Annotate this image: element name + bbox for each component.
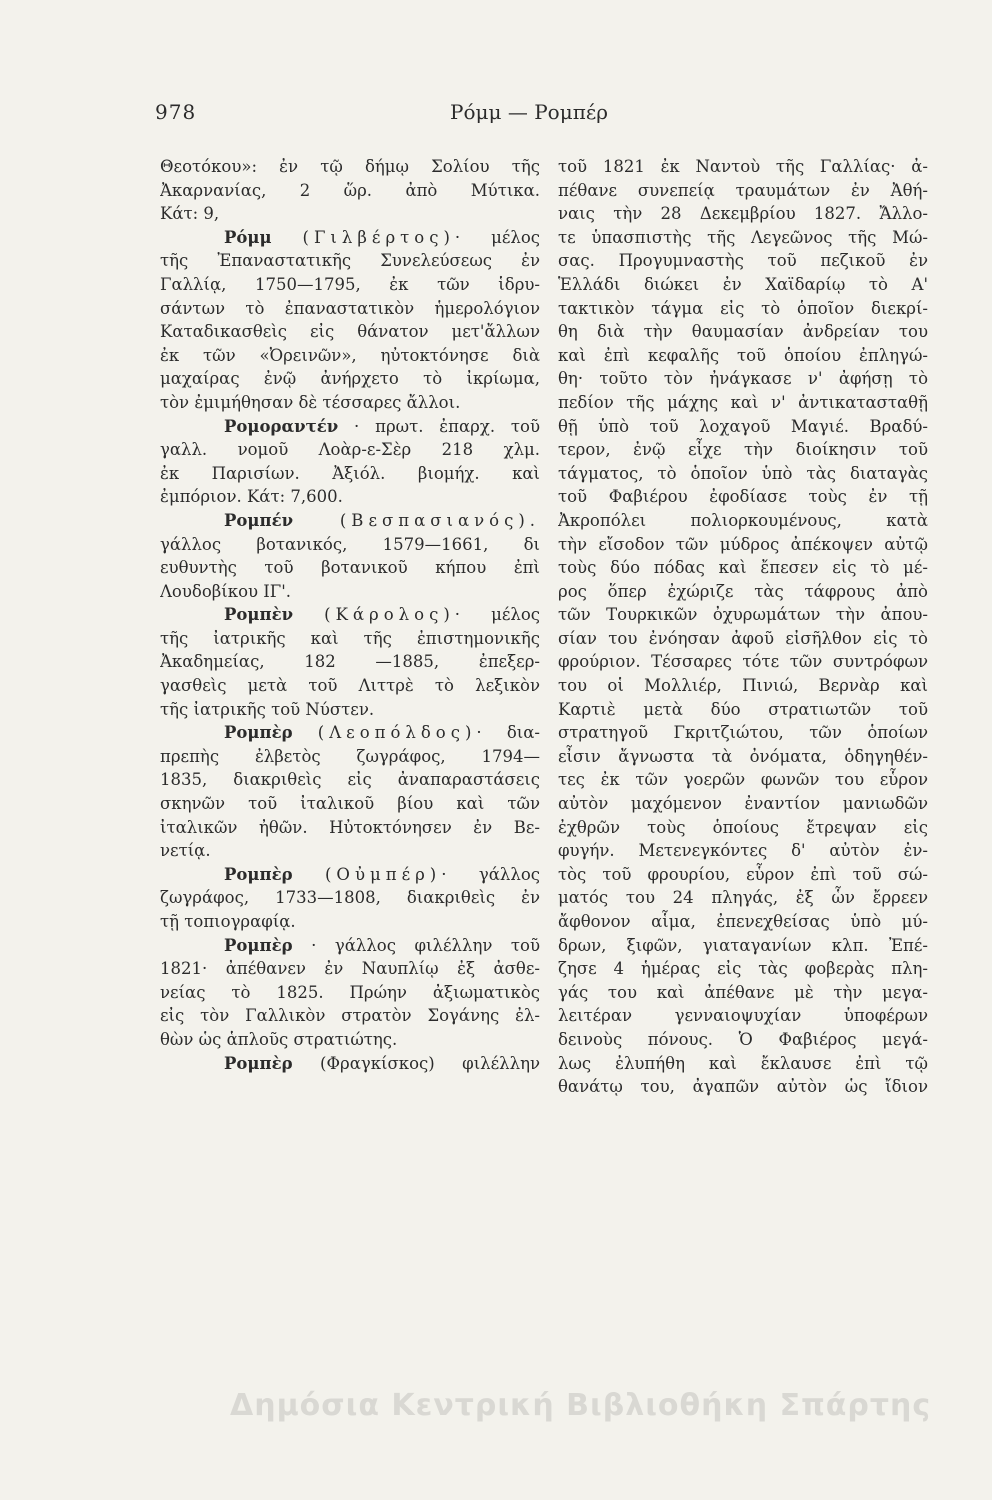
line-text: εἶσιν ἄγνωστα τὰ ὀνόματα, ὁδηγηθέν- <box>558 746 928 766</box>
text-line <box>160 155 540 179</box>
text-line <box>160 1004 540 1028</box>
line-text: λως ἐλυπήθη καὶ ἔκλαυσε ἐπὶ τῷ <box>558 1053 928 1073</box>
line-text: γασθεὶς μετὰ τοῦ Λιττρὲ τὸ λεξικὸν <box>160 676 540 696</box>
text-line <box>160 768 540 792</box>
text-line <box>160 1028 540 1052</box>
text-line <box>160 226 540 250</box>
line-text: νετίᾳ. <box>160 841 211 861</box>
text-line <box>558 580 928 604</box>
line-text: εἰς τὸν Γαλλικὸν στρατὸν Σογάνης ἐλ- <box>160 1006 540 1026</box>
text-line <box>558 745 928 769</box>
text-line <box>558 367 928 391</box>
text-line <box>160 816 540 840</box>
page-header <box>155 100 665 130</box>
entry-forename: (Γιλβέρτος) <box>302 227 455 247</box>
line-text: 1821· ἀπέθανεν ἐν Ναυπλίῳ ἐξ ἀσθε- <box>160 959 540 979</box>
text-line <box>160 603 540 627</box>
entry-headword: Ρομπὲρ <box>224 723 293 743</box>
text-line <box>160 792 540 816</box>
entry-headword: Ρόμμ <box>224 227 272 247</box>
line-text: ναις τὴν 28 Δεκεμβρίου 1827. Ἄλλο- <box>558 204 928 224</box>
text-line <box>558 603 928 627</box>
line-text: γάλλος βοτανικός, 1579—1661, δι <box>160 534 540 554</box>
line-text: τερον, ἐνῷ εἶχε τὴν διοίκησιν τοῦ <box>558 440 928 460</box>
text-line <box>558 674 928 698</box>
text-line <box>160 721 540 745</box>
text-line <box>558 344 928 368</box>
text-line <box>160 1052 540 1076</box>
text-line <box>558 816 928 840</box>
text-line <box>160 533 540 557</box>
line-text: λειτέραν γενναιοψυχίαν ὑποφέρων <box>558 1006 928 1026</box>
entry-headword: Ρομπὲρ <box>224 864 293 884</box>
text-line <box>160 297 540 321</box>
text-line <box>558 910 928 934</box>
entry-headword: Ρομπέν <box>224 510 294 530</box>
text-line <box>558 249 928 273</box>
text-line <box>160 839 540 863</box>
text-line <box>160 367 540 391</box>
entry-headword: Ρομπὲρ <box>224 1053 293 1073</box>
line-text: τοὺς δύο πόδας καὶ ἔπεσεν εἰς τὸ μέ- <box>558 558 928 578</box>
line-text: πέθανε συνεπείᾳ τραυμάτων ἐν Ἀθή- <box>558 180 928 200</box>
text-line <box>558 934 928 958</box>
text-line <box>160 745 540 769</box>
text-line <box>160 910 540 934</box>
text-line <box>558 485 928 509</box>
text-line <box>160 509 540 533</box>
text-line <box>160 674 540 698</box>
text-line <box>558 957 928 981</box>
line-text: τὴν εἴσοδον τῶν μύδρος ἀπέκοψεν αὐτῷ <box>558 534 928 554</box>
text-line <box>160 462 540 486</box>
text-line <box>558 698 928 722</box>
text-line <box>558 226 928 250</box>
line-text: θη διὰ τὴν θαυμασίαν ἀνδρείαν του <box>558 322 928 342</box>
line-text: θῇ ὑπὸ τοῦ λοχαγοῦ Μαγιέ. Βραδύ- <box>558 416 928 436</box>
line-text: · γάλλος φιλέλλην τοῦ <box>311 935 540 955</box>
text-line <box>160 415 540 439</box>
text-line <box>558 415 928 439</box>
line-text: καὶ ἐπὶ κεφαλῆς τοῦ ὁποίου ἐπληγώ- <box>558 345 928 365</box>
library-watermark: Δημόσια Κεντρική Βιβλιοθήκη Σπάρτης <box>230 1388 932 1423</box>
line-text: πρεπὴς ἐλβετὸς ζωγράφος, 1794— <box>160 746 540 766</box>
line-text: τῶν Τουρκικῶν ὀχυρωμάτων τὴν ἀπου- <box>558 605 928 625</box>
text-line <box>160 485 540 509</box>
line-text: σάντων τὸ ἐπαναστατικὸν ἡμερολόγιον <box>160 298 540 318</box>
text-line <box>558 886 928 910</box>
text-line <box>558 556 928 580</box>
line-text: ἄφθονον αἷμα, ἐπενεχθείσας ὑπὸ μύ- <box>558 912 928 931</box>
text-line <box>558 155 928 179</box>
entry-forename: (Κάρολος) <box>324 605 455 625</box>
line-text: · μέλος <box>454 227 540 247</box>
text-line <box>558 179 928 203</box>
line-text: ἰταλικῶν ἠθῶν. Ηὐτοκτόνησεν ἐν Βε- <box>160 817 540 837</box>
line-text: ζησε 4 ἡμέρας εἰς τὰς φοβερὰς πλη- <box>558 959 928 979</box>
text-line <box>558 1075 928 1099</box>
line-text: τῆς ἰατρικῆς καὶ τῆς ἐπιστημονικῆς <box>160 628 540 648</box>
line-text: ρος ὅπερ ἐχώριζε τὰς τάφρους ἀπὸ <box>558 581 928 601</box>
text-line <box>160 344 540 368</box>
page-number: 978 <box>155 100 197 124</box>
running-head: Ρόμμ — Ρομπέρ <box>450 100 608 124</box>
line-text: σκηνῶν τοῦ ἰταλικοῦ βίου καὶ τῶν <box>160 794 540 814</box>
line-text: τὸς τοῦ φρουρίου, εὗρον ἐπὶ τοῦ σώ- <box>558 864 928 884</box>
text-line <box>558 863 928 887</box>
text-line <box>558 533 928 557</box>
line-text: τῆς Ἐπαναστατικῆς Συνελεύσεως ἐν <box>160 251 540 271</box>
line-text: Ἀκροπόλει πολιορκουμένους, κατὰ <box>558 510 928 530</box>
line-text: τε ὑπασπιστὴς τῆς Λεγεῶνος τῆς Μώ- <box>558 227 928 247</box>
line-text: φυγήν. Μετενεγκόντες δ' αὐτὸν ἐν- <box>558 841 928 861</box>
line-text: Γαλλίᾳ, 1750—1795, ἐκ τῶν ἱδρυ- <box>160 274 540 294</box>
text-line <box>558 721 928 745</box>
text-line <box>160 391 540 415</box>
line-text: Κάτ: 9, <box>160 204 220 224</box>
entry-headword: Ρομπὲν <box>224 605 294 625</box>
line-text: ζωγράφος, 1733—1808, διακριθεὶς ἐν <box>160 888 540 908</box>
line-text: τοῦ 1821 ἐκ Ναντοὺ τῆς Γαλλίας· ἀ- <box>558 157 928 176</box>
entry-forename: (Λεοπόλδος) <box>317 723 477 743</box>
line-text: Καρτιὲ μετὰ δύο στρατιωτῶν τοῦ <box>558 699 928 719</box>
text-line <box>558 1028 928 1052</box>
line-text: Ἀκαδημείας, 182 —1885, ἐπεξερ- <box>160 652 540 672</box>
text-line <box>558 462 928 486</box>
line-text: Λουδοβίκου ΙΓ'. <box>160 581 292 601</box>
line-text: · γάλλος <box>441 864 540 884</box>
line-text: τῆς ἰατρικῆς τοῦ Νύστεν. <box>160 699 375 719</box>
entry-forename: (Βεσπασιανός). <box>339 510 540 530</box>
entry-headword: Ρομπὲρ <box>224 935 293 955</box>
text-line <box>558 792 928 816</box>
text-line <box>160 886 540 910</box>
line-text: ἐκ τῶν «Ὀρεινῶν», ηὐτοκτόνησε διὰ <box>160 345 540 365</box>
line-text: (Φραγκίσκος) φιλέλλην <box>320 1053 540 1073</box>
line-text: τοῦ Φαβιέρου ἐφοδίασε τοὺς ἐν τῇ <box>558 487 928 507</box>
text-line <box>160 556 540 580</box>
line-text: τὸν ἐμιμήθησαν δὲ τέσσαρες ἄλλοι. <box>160 392 461 412</box>
text-line <box>558 981 928 1005</box>
line-text: νείας τὸ 1825. Πρώην ἀξιωματικὸς <box>160 982 540 1002</box>
text-line <box>558 509 928 533</box>
text-line <box>160 981 540 1005</box>
text-line <box>558 627 928 651</box>
line-text: θὼν ὡς ἁπλοῦς στρατιώτης. <box>160 1029 398 1049</box>
line-text: ευθυντὴς τοῦ βοτανικοῦ κήπου ἐπὶ <box>160 558 540 578</box>
line-text: 1835, διακριθεὶς εἰς ἀναπαραστάσεις <box>160 770 540 790</box>
text-line <box>160 698 540 722</box>
text-line <box>558 1004 928 1028</box>
line-text: σίαν του ἐνόησαν ἀφοῦ εἰσῆλθον εἰς τὸ <box>558 628 928 648</box>
line-text: · δια- <box>476 723 540 743</box>
line-text: Καταδικασθεὶς εἰς θάνατον μετ'ἄλλων <box>160 322 540 342</box>
entry-headword: Ρομοραντέν <box>224 416 339 436</box>
line-text: Ἑλλάδι διώκει ἐν Χαϊδαρίῳ τὸ Α' <box>558 274 928 294</box>
text-line <box>160 863 540 887</box>
text-line <box>160 934 540 958</box>
text-line <box>160 202 540 226</box>
text-line <box>160 627 540 651</box>
text-line <box>558 320 928 344</box>
line-text: τάγματος, τὸ ὁποῖον ὑπὸ τὰς διαταγὰς <box>558 463 928 483</box>
line-text: μαχαίρας ἐνῷ ἀνήρχετο τὸ ἰκρίωμα, <box>160 369 540 389</box>
line-text: ἐκ Παρισίων. Ἀξιόλ. βιομήχ. καὶ <box>160 463 540 483</box>
line-text: δεινοὺς πόνους. Ὁ Φαβιέρος μεγά- <box>558 1029 928 1049</box>
text-line <box>160 273 540 297</box>
entry-forename: (Οὐμπέρ) <box>325 864 442 884</box>
text-line <box>160 580 540 604</box>
text-line <box>160 320 540 344</box>
text-line <box>558 1052 928 1076</box>
text-line <box>558 202 928 226</box>
text-line <box>558 438 928 462</box>
line-text: στρατηγοῦ Γκριτζιώτου, τῶν ὁποίων <box>558 723 928 743</box>
line-text: · πρωτ. ἐπαρχ. τοῦ <box>354 416 540 436</box>
line-text: γάς του καὶ ἀπέθανε μὲ τὴν μεγα- <box>558 982 928 1002</box>
line-text: πεδίον τῆς μάχης καὶ ν' ἀντικατασταθῇ <box>558 392 928 412</box>
text-line <box>160 249 540 273</box>
text-line <box>558 839 928 863</box>
line-text: ἐμπόριον. Κάτ: 7,600. <box>160 487 343 507</box>
line-text: Ἀκαρνανίας, 2 ὥρ. ἀπὸ Μύτικα. <box>160 180 540 200</box>
text-line <box>558 297 928 321</box>
text-line <box>160 650 540 674</box>
line-text: δρων, ξιφῶν, γιαταγανίων κλπ. Ἐπέ- <box>558 935 928 955</box>
line-text: αὐτὸν μαχόμενον ἐναντίον μανιωδῶν <box>558 794 928 814</box>
line-text: φρούριον. Τέσσαρες τότε τῶν συντρόφων <box>558 652 928 672</box>
text-line <box>558 273 928 297</box>
text-line <box>160 438 540 462</box>
line-text: σας. Προγυμναστὴς τοῦ πεζικοῦ ἐν <box>558 251 928 271</box>
line-text: τῇ τοπιογραφίᾳ. <box>160 912 296 931</box>
line-text: ἐχθρῶν τοὺς ὁποίους ἔτρεψαν εἰς <box>558 817 928 837</box>
line-text: θη· τοῦτο τὸν ἠνάγκασε ν' ἀφήσῃ τὸ <box>558 369 928 389</box>
line-text: τακτικὸν τάγμα εἰς τὸ ὁποῖον διεκρί- <box>558 298 928 318</box>
text-line <box>558 650 928 674</box>
line-text: του οἱ Μολλιέρ, Πινιώ, Βερνὰρ καὶ <box>558 676 928 696</box>
left-column <box>160 155 540 1075</box>
text-line <box>160 957 540 981</box>
line-text: τες ἐκ τῶν γοερῶν φωνῶν του εὗρον <box>558 770 928 790</box>
line-text: γαλλ. νομοῦ Λοὰρ-ε-Σὲρ 218 χλμ. <box>160 440 540 460</box>
text-line <box>558 768 928 792</box>
line-text: θανάτῳ του, ἀγαπῶν αὐτὸν ὡς ἴδιον <box>558 1077 928 1097</box>
line-text: ματός του 24 πληγάς, ἐξ ὧν ἔρρεεν <box>558 888 928 908</box>
right-column <box>558 155 928 1099</box>
line-text: Θεοτόκου»: ἐν τῷ δήμῳ Σολίου τῆς <box>160 157 540 176</box>
line-text: · μέλος <box>454 605 540 625</box>
text-line <box>558 391 928 415</box>
text-line <box>160 179 540 203</box>
